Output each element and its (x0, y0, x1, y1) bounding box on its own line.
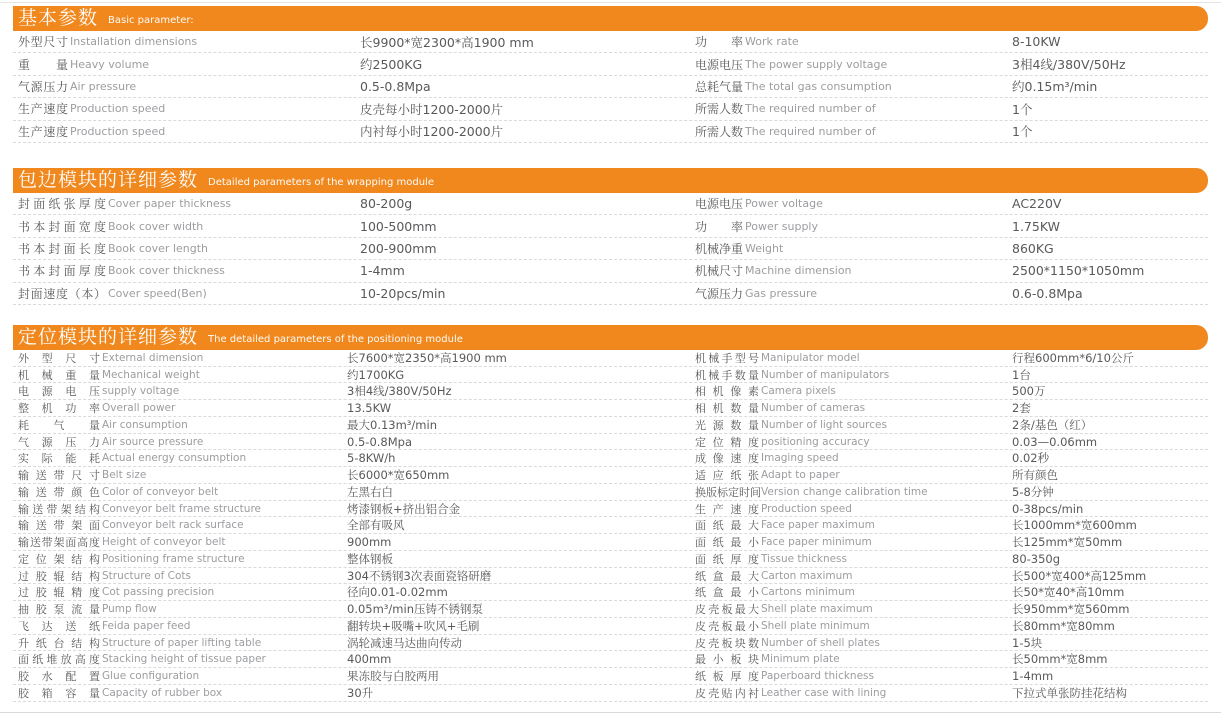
param-label-cn: 光源数量 (695, 418, 759, 432)
param-label-en: Imaging speed (761, 452, 839, 465)
positioning-module-table (13, 350, 1208, 702)
param-label-cn: 换版标定时间 (695, 485, 761, 499)
row-left-half (13, 618, 695, 634)
param-label-cn: 面纸堆放高度 (18, 653, 100, 667)
row-right-half (695, 434, 1208, 450)
param-value: 全部有吸风 (347, 518, 405, 533)
row-right-half (695, 53, 1208, 74)
param-label-en: Work rate (745, 35, 799, 49)
param-value: 约0.15m³/min (1012, 79, 1098, 95)
param-label-cn: 机械手数量 (695, 368, 759, 382)
param-label-cn: 胶箱容量 (18, 686, 100, 700)
table-row (13, 283, 1208, 305)
row-left-half (13, 467, 695, 483)
row-left-half (13, 400, 695, 416)
row-right-half (695, 534, 1208, 550)
param-label-cn: 面纸最小 (695, 536, 759, 550)
row-left-half (13, 383, 695, 399)
row-right-half (695, 350, 1208, 366)
param-label-cn: 所需人数 (695, 102, 744, 117)
table-row (13, 193, 1208, 215)
param-label-cn: 面纸厚度 (695, 552, 759, 566)
param-label-cn: 皮壳贴内衬 (695, 686, 759, 700)
param-value: 30升 (347, 685, 374, 700)
param-value: 最大0.13m³/min (347, 417, 437, 432)
param-label-cn: 机械手型号 (695, 351, 759, 365)
param-value: 长1000mm*宽600mm (1012, 518, 1137, 533)
param-label-cn: 机械净重 (695, 241, 744, 256)
section-wrapping-module (13, 168, 1208, 305)
param-label-en: Number of cameras (761, 402, 866, 415)
table-row (13, 668, 1208, 685)
table-row (13, 350, 1208, 367)
param-value: 200-900mm (360, 240, 437, 256)
row-left-half (13, 685, 695, 701)
param-label-en: The total gas consumption (745, 79, 892, 93)
row-right-half (695, 685, 1208, 701)
row-left-half (13, 31, 695, 52)
param-label-cn: 整机功率 (18, 402, 100, 416)
section-header-bar (13, 6, 1208, 31)
row-left-half (13, 450, 695, 466)
param-value: 0.05m³/min压铸不锈钢泵 (347, 602, 483, 617)
param-value: 烤漆钢板+挤出铝合金 (347, 501, 461, 516)
param-label-cn: 皮壳板最小 (695, 619, 759, 633)
wrapping-module-table (13, 193, 1208, 305)
row-left-half (13, 238, 695, 259)
param-label-en: The power supply voltage (745, 57, 888, 71)
row-left-half (13, 501, 695, 517)
row-right-half (695, 383, 1208, 399)
section-title-en: Detailed parameters of the wrapping module (208, 176, 434, 188)
param-value: 长125mm*宽50mm (1012, 535, 1123, 550)
param-value: 行程600mm*6/10公斤 (1012, 350, 1134, 365)
param-value: 10-20pcs/min (360, 285, 446, 301)
param-label-cn: 功率 (695, 35, 743, 50)
row-left-half (13, 568, 695, 584)
param-value: 5-8分钟 (1012, 484, 1054, 499)
param-label-cn: 生产速度 (695, 502, 759, 516)
row-left-half (13, 260, 695, 281)
row-right-half (695, 601, 1208, 617)
row-left-half (13, 121, 695, 142)
param-label-en: Number of shell plates (761, 636, 880, 649)
param-value: 2500*1150*1050mm (1012, 263, 1145, 279)
table-row (13, 98, 1208, 120)
param-label-en: Book cover thickness (108, 264, 225, 278)
param-label-en: External dimension (102, 351, 204, 364)
param-label-cn: 气源压力 (695, 286, 744, 301)
param-value: 1个 (1012, 124, 1033, 140)
param-label-en: Positioning frame structure (102, 552, 245, 565)
param-label-en: Tissue thickness (761, 552, 847, 565)
table-row (13, 417, 1208, 434)
param-label-en: Power supply (745, 219, 818, 233)
param-label-cn: 书本封面厚度 (18, 264, 106, 279)
section-positioning-module (13, 325, 1208, 702)
section-title-en: The detailed parameters of the positioning module (208, 333, 463, 345)
param-value: 长9900*宽2300*高1900 mm (360, 34, 534, 50)
param-label-cn: 重量 (18, 57, 68, 72)
section-title-cn: 包边模块的详细参数 (18, 168, 199, 191)
param-value: 2条/基色（红） (1012, 417, 1093, 432)
param-label-en: Air source pressure (102, 435, 204, 448)
param-label-en: Height of conveyor belt (102, 536, 226, 549)
table-row (13, 618, 1208, 635)
row-left-half (13, 434, 695, 450)
row-left-half (13, 350, 695, 366)
row-left-half (13, 584, 695, 600)
row-right-half (695, 121, 1208, 142)
table-row (13, 450, 1208, 467)
table-row (13, 635, 1208, 652)
row-left-half (13, 601, 695, 617)
table-row (13, 53, 1208, 75)
param-label-en: Feida paper feed (102, 619, 191, 632)
param-label-en: Heavy volume (70, 57, 150, 71)
param-label-en: Conveyor belt frame structure (102, 502, 261, 515)
param-value: 3相4线/380V/50Hz (1012, 57, 1126, 73)
row-left-half (13, 193, 695, 214)
param-label-cn: 输送带架面高度 (18, 536, 100, 550)
spec-content (13, 0, 1208, 702)
param-value: 长50mm*宽8mm (1012, 652, 1108, 667)
param-label-en: Paperboard thickness (761, 670, 874, 683)
param-label-cn: 输送带尺寸 (18, 469, 100, 483)
param-label-cn: 耗气量 (18, 418, 100, 432)
param-label-en: Cover speed(Ben) (108, 286, 207, 300)
table-row (13, 121, 1208, 143)
table-row (13, 215, 1208, 237)
row-right-half (695, 31, 1208, 52)
param-label-en: Carton maximum (761, 569, 853, 582)
row-right-half (695, 193, 1208, 214)
param-label-en: Actual energy consumption (102, 452, 247, 465)
param-label-en: Power voltage (745, 197, 823, 211)
row-right-half (695, 651, 1208, 667)
table-row (13, 260, 1208, 282)
param-label-en: Air consumption (102, 418, 188, 431)
param-label-en: Shell plate minimum (761, 619, 870, 632)
param-value: 1个 (1012, 101, 1033, 117)
row-left-half (13, 367, 695, 383)
param-label-cn: 纸盒最大 (695, 569, 759, 583)
param-label-cn: 封面纸张厚度 (18, 197, 106, 212)
param-label-cn: 生产速度 (18, 124, 68, 139)
param-label-en: Conveyor belt rack surface (102, 519, 244, 532)
row-right-half (695, 584, 1208, 600)
table-row (13, 238, 1208, 260)
table-row (13, 383, 1208, 400)
param-value: 0.02秒 (1012, 451, 1050, 466)
row-right-half (695, 450, 1208, 466)
row-right-half (695, 417, 1208, 433)
param-label-cn: 电源电压 (695, 197, 744, 212)
param-label-en: Book cover width (108, 219, 204, 233)
row-right-half (695, 618, 1208, 634)
param-label-cn: 面纸最大 (695, 519, 759, 533)
section-title-cn: 基本参数 (18, 7, 99, 29)
table-row (13, 367, 1208, 384)
param-value: 80-350g (1012, 551, 1061, 566)
row-right-half (695, 215, 1208, 236)
param-label-en: Manipulator model (761, 351, 860, 364)
param-label-en: Glue configuration (102, 670, 200, 683)
param-label-en: Version change calibration time (761, 485, 928, 498)
param-label-cn: 过胶辊精度 (18, 586, 100, 600)
param-label-cn: 皮壳板块数 (695, 636, 759, 650)
row-left-half (13, 635, 695, 651)
param-label-cn: 定位架结构 (18, 552, 100, 566)
param-value: 整体钢板 (347, 551, 393, 566)
param-label-cn: 封面速度（本） (18, 286, 106, 301)
param-value: 2套 (1012, 401, 1031, 416)
row-left-half (13, 283, 695, 304)
param-value: 8-10KW (1012, 34, 1061, 50)
table-row (13, 568, 1208, 585)
param-value: 100-500mm (360, 218, 437, 234)
param-value: 果冻胶与白胶两用 (347, 669, 439, 684)
param-label-cn: 飞达送纸 (18, 619, 100, 633)
row-right-half (695, 517, 1208, 533)
section-basic-parameters (13, 6, 1208, 143)
param-label-en: Camera pixels (761, 385, 836, 398)
table-row (13, 551, 1208, 568)
param-value: 5-8KW/h (347, 451, 396, 466)
param-label-en: Pump flow (102, 603, 157, 616)
param-label-cn: 机械尺寸 (695, 264, 744, 279)
param-label-cn: 定位精度 (695, 435, 759, 449)
param-value: 80-200g (360, 196, 413, 212)
param-label-en: Book cover length (108, 241, 209, 255)
param-label-en: Gas pressure (745, 286, 818, 300)
param-label-en: Belt size (102, 469, 147, 482)
param-value: 内衬每小时1200-2000片 (360, 124, 504, 140)
param-value: 0.5-0.8Mpa (347, 434, 412, 449)
row-left-half (13, 551, 695, 567)
param-label-cn: 总耗气量 (695, 79, 744, 94)
param-value: 1-4mm (1012, 669, 1054, 684)
param-label-en: Number of manipulators (761, 368, 890, 381)
table-row (13, 434, 1208, 451)
section-header-bar (13, 168, 1208, 193)
param-value: 长950mm*宽560mm (1012, 602, 1130, 617)
param-label-cn: 最小板块 (695, 653, 759, 667)
table-row (13, 685, 1208, 702)
param-label-cn: 所需人数 (695, 124, 744, 139)
param-value: 3相4线/380V/50Hz (347, 384, 452, 399)
param-label-en: Adapt to paper (761, 469, 840, 482)
param-label-en: positioning accuracy (761, 435, 870, 448)
param-label-cn: 实际能耗 (18, 452, 100, 466)
param-value: 约1700KG (347, 367, 405, 382)
param-label-en: Color of conveyor belt (102, 485, 219, 498)
param-value: 860KG (1012, 240, 1054, 256)
param-value: AC220V (1012, 196, 1062, 212)
param-label-en: Structure of paper lifting table (102, 636, 262, 649)
row-right-half (695, 668, 1208, 684)
param-label-en: Capacity of rubber box (102, 686, 223, 699)
row-left-half (13, 651, 695, 667)
param-value: 13.5KW (347, 401, 392, 416)
table-row (13, 400, 1208, 417)
section-title-en: Basic parameter: (108, 15, 194, 26)
param-label-en: Air pressure (70, 79, 137, 93)
param-value: 下拉式单张防挂花结构 (1012, 685, 1127, 700)
param-value: 皮壳每小时1200-2000片 (360, 101, 504, 117)
param-label-cn: 成像速度 (695, 452, 759, 466)
row-left-half (13, 53, 695, 74)
param-label-cn: 输送带架结构 (18, 502, 100, 516)
section-header-bar (13, 325, 1208, 350)
param-label-cn: 升纸台结构 (18, 636, 100, 650)
param-label-en: Cartons minimum (761, 586, 855, 599)
table-row (13, 651, 1208, 668)
param-value: 长500*宽400*高125mm (1012, 568, 1147, 583)
param-label-en: The required number of (745, 102, 876, 116)
param-label-cn: 抽胶泵流量 (18, 603, 100, 617)
row-right-half (695, 367, 1208, 383)
row-right-half (695, 635, 1208, 651)
row-left-half (13, 76, 695, 97)
param-label-cn: 输送带架面 (18, 519, 100, 533)
table-row (13, 517, 1208, 534)
param-value: 0.5-0.8Mpa (360, 78, 431, 94)
row-right-half (695, 467, 1208, 483)
param-label-cn: 适应纸张 (695, 469, 759, 483)
param-label-en: Leather case with lining (761, 686, 887, 699)
param-value: 500万 (1012, 384, 1046, 399)
param-label-en: supply voltage (102, 385, 180, 398)
param-label-cn: 生产速度 (18, 102, 68, 117)
param-label-cn: 胶水配置 (18, 670, 100, 684)
row-right-half (695, 568, 1208, 584)
row-right-half (695, 283, 1208, 304)
param-label-en: Installation dimensions (70, 35, 198, 49)
param-label-cn: 机械重量 (18, 368, 100, 382)
param-label-cn: 纸板厚度 (695, 670, 759, 684)
row-left-half (13, 484, 695, 500)
param-label-cn: 电源电压 (18, 385, 100, 399)
table-row (13, 76, 1208, 98)
row-left-half (13, 534, 695, 550)
param-label-cn: 书本封面宽度 (18, 219, 106, 234)
param-value: 所有颜色 (1012, 468, 1058, 483)
section-title-cn: 定位模块的详细参数 (18, 325, 199, 348)
table-row (13, 584, 1208, 601)
param-label-en: Cot passing precision (102, 586, 215, 599)
param-value: 长50*宽40*高10mm (1012, 585, 1125, 600)
table-row (13, 467, 1208, 484)
param-label-cn: 相机像素 (695, 385, 759, 399)
param-value: 长7600*宽2350*高1900 mm (347, 350, 507, 365)
param-label-en: Face paper maximum (761, 519, 875, 532)
param-label-cn: 外型尺寸 (18, 351, 100, 365)
param-value: 0-38pcs/min (1012, 501, 1084, 516)
param-label-en: Stacking height of tissue paper (102, 653, 266, 666)
param-value: 1台 (1012, 367, 1031, 382)
param-value: 长80mm*宽80mm (1012, 618, 1115, 633)
row-right-half (695, 238, 1208, 259)
param-label-en: Face paper minimum (761, 536, 872, 549)
row-right-half (695, 76, 1208, 97)
param-label-cn: 气源压力 (18, 435, 100, 449)
param-label-en: Production speed (761, 502, 852, 515)
param-label-en: The required number of (745, 124, 876, 138)
param-label-en: Structure of Cots (102, 569, 191, 582)
param-label-en: Shell plate maximum (761, 603, 873, 616)
param-value: 900mm (347, 535, 392, 550)
param-label-cn: 气源压力 (18, 79, 68, 94)
table-row (13, 501, 1208, 518)
row-right-half (695, 260, 1208, 281)
param-label-cn: 皮壳板最大 (695, 603, 759, 617)
param-label-cn: 外型尺寸 (18, 35, 68, 50)
param-value: 0.03—0.06mm (1012, 434, 1098, 449)
basic-parameters-table (13, 31, 1208, 143)
param-value: 1-5块 (1012, 635, 1043, 650)
param-value: 400mm (347, 652, 392, 667)
param-label-en: Overall power (102, 402, 176, 415)
param-label-en: Number of light sources (761, 418, 887, 431)
param-label-en: Production speed (70, 124, 166, 138)
param-label-cn: 纸盒最小 (695, 586, 759, 600)
row-right-half (695, 484, 1208, 500)
param-label-cn: 相机数量 (695, 402, 759, 416)
row-left-half (13, 98, 695, 119)
param-label-en: Minimum plate (761, 653, 840, 666)
param-value: 304不锈钢3次表面瓷铬研磨 (347, 568, 492, 583)
table-row (13, 484, 1208, 501)
param-value: 1-4mm (360, 263, 405, 279)
row-right-half (695, 501, 1208, 517)
param-value: 0.6-0.8Mpa (1012, 285, 1083, 301)
param-label-en: Cover paper thickness (108, 197, 232, 211)
param-label-cn: 过胶辊结构 (18, 569, 100, 583)
param-value: 约2500KG (360, 57, 423, 73)
table-row (13, 534, 1208, 551)
param-value: 长6000*宽650mm (347, 468, 450, 483)
row-right-half (695, 98, 1208, 119)
row-left-half (13, 417, 695, 433)
param-value: 涡轮减速马达曲向传动 (347, 635, 462, 650)
param-value: 径向0.01-0.02mm (347, 585, 448, 600)
param-value: 1.75KW (1012, 218, 1060, 234)
param-label-cn: 电源电压 (695, 57, 744, 72)
param-label-en: Production speed (70, 102, 166, 116)
param-label-en: Mechanical weight (102, 368, 200, 381)
bottom-divider (0, 712, 1221, 713)
row-left-half (13, 215, 695, 236)
param-label-en: Machine dimension (745, 264, 852, 278)
param-label-en: Weight (745, 241, 784, 255)
param-value: 翻转块+吸嘴+吹风+毛刷 (347, 618, 480, 633)
row-left-half (13, 517, 695, 533)
table-row (13, 31, 1208, 53)
param-label-cn: 输送带颜色 (18, 485, 100, 499)
param-label-cn: 功率 (695, 219, 743, 234)
param-label-cn: 书本封面长度 (18, 241, 106, 256)
row-left-half (13, 668, 695, 684)
table-row (13, 601, 1208, 618)
row-right-half (695, 551, 1208, 567)
row-right-half (695, 400, 1208, 416)
param-value: 左黑右白 (347, 484, 393, 499)
